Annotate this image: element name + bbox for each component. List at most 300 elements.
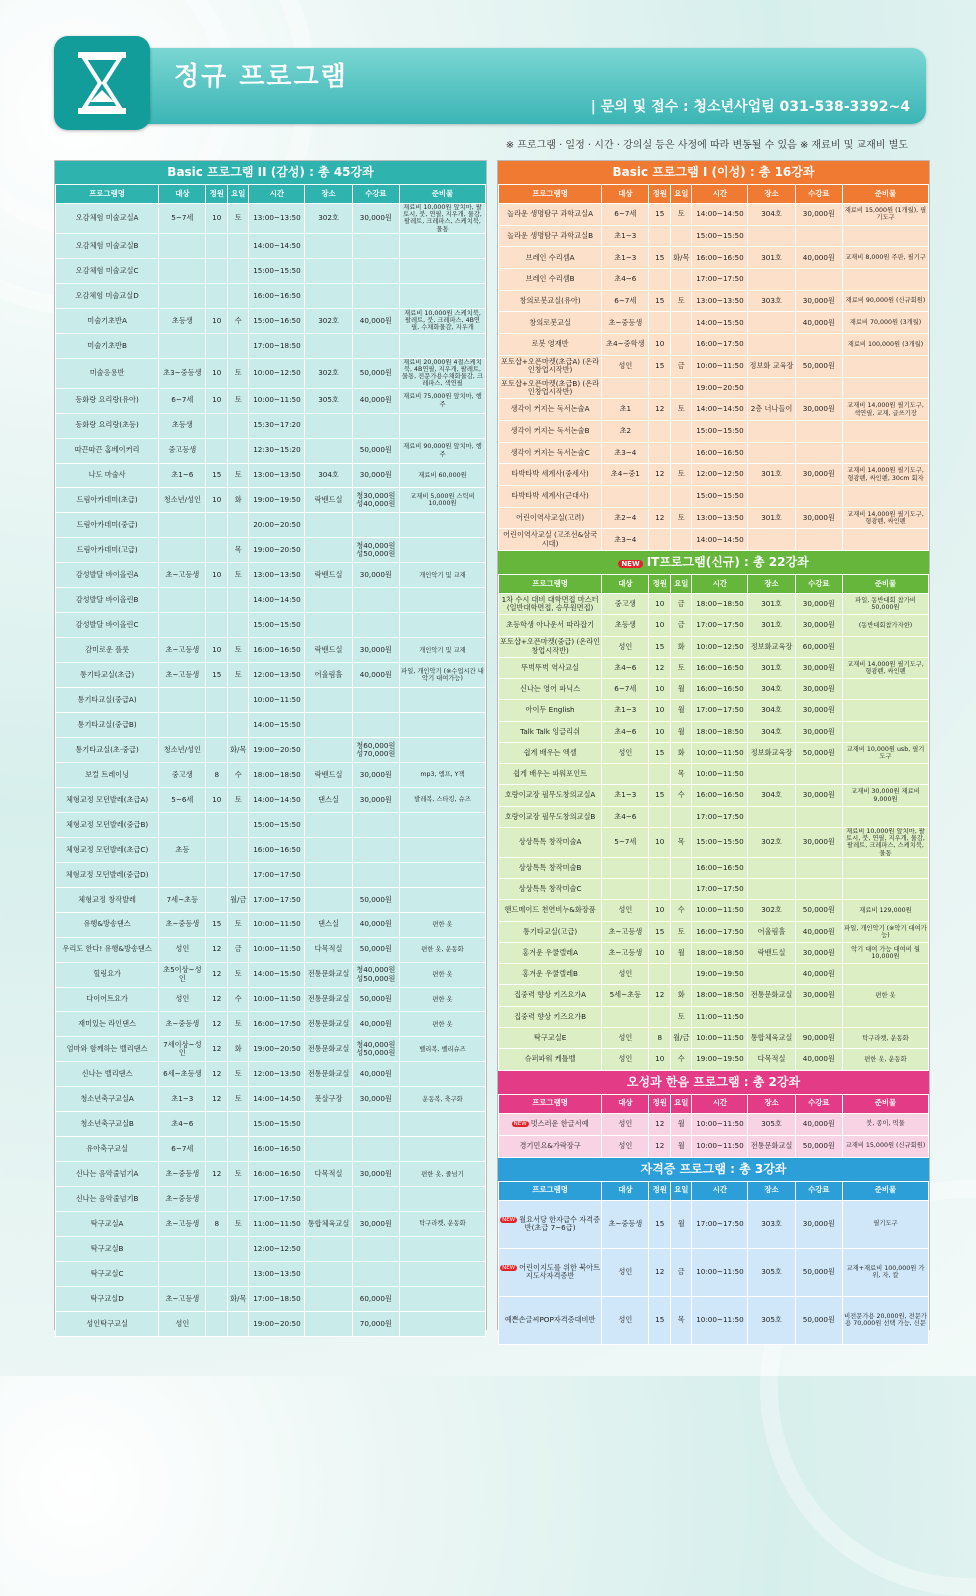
table-cell: 교재비 14,000원 필기도구, 형광펜, 싸인펜, 30cm 회자	[842, 464, 928, 486]
table-cell: 탁구교실C	[56, 1262, 159, 1287]
notice-text: ※ 프로그램 · 일정 · 시간 · 강의실 등은 사정에 따라 변동될 수 있음 ※ 재료비 및 교재비 별도	[505, 140, 908, 151]
table-cell	[399, 1062, 485, 1087]
table-cell	[227, 1311, 249, 1336]
table-cell: 토	[227, 1062, 249, 1087]
table-cell	[206, 333, 228, 358]
table-cell: 초~고등생	[159, 563, 206, 588]
table-cell: 청60,000원 성70,000원	[352, 737, 399, 762]
table-cell	[352, 233, 399, 258]
table-row	[56, 613, 486, 638]
table-cell: 수	[227, 987, 249, 1012]
table-cell: 304호	[748, 721, 795, 742]
table-cell: 성인	[602, 1049, 649, 1070]
table-cell	[649, 225, 671, 247]
table-cell: 30,000원	[352, 638, 399, 663]
table-cell	[842, 636, 928, 657]
table-cell	[352, 333, 399, 358]
table-cell	[352, 862, 399, 887]
table-row	[56, 563, 486, 588]
table-cell: 통기타교실(고급)	[499, 921, 602, 942]
table-row	[499, 1027, 929, 1048]
table-cell: 10	[206, 204, 228, 234]
table-cell: 초등생	[602, 615, 649, 636]
table-cell	[842, 1006, 928, 1027]
table-row	[56, 1286, 486, 1311]
table-cell	[670, 334, 692, 356]
table-cell	[159, 1262, 206, 1287]
table-cell: 12	[649, 1113, 671, 1135]
table-cell: 15	[649, 742, 671, 763]
table-cell	[206, 438, 228, 463]
table-cell: 체형교정 모던발레(초급A)	[56, 787, 159, 812]
table-cell: 초2	[602, 420, 649, 442]
table-cell	[842, 442, 928, 464]
table-cell	[206, 613, 228, 638]
table-cell: 30,000원	[352, 787, 399, 812]
table-cell	[399, 1237, 485, 1262]
table-cell: 50,000원	[352, 438, 399, 463]
table-cell: 5세~초등	[602, 985, 649, 1006]
table-cell: 통기타교실(중급B)	[56, 713, 159, 738]
table-cell: 화	[670, 636, 692, 657]
table-cell	[670, 964, 692, 985]
table-cell	[670, 420, 692, 442]
table-cell: 감성발달 바이올린B	[56, 588, 159, 613]
table-cell: 17:00~17:50	[692, 1200, 748, 1248]
table-cell: 편한 옷	[399, 912, 485, 937]
table-basic1	[498, 184, 929, 551]
table-cell	[206, 233, 228, 258]
table-cell	[748, 764, 795, 785]
table-cell	[305, 538, 352, 563]
column-header: 수강료	[795, 575, 842, 594]
table-cell	[842, 879, 928, 900]
table-cell: 11:00~11:50	[249, 1212, 305, 1237]
table-cell: 편한 옷	[399, 962, 485, 987]
table-cell: 체형교정 모던발레(중급D)	[56, 862, 159, 887]
contact-info: | 문의 및 접수 : 청소년사업팀 031-538-3392~4	[590, 99, 910, 115]
table-cell: 초~고등생	[159, 1212, 206, 1237]
table-cell	[206, 588, 228, 613]
table-cell: 304호	[748, 204, 795, 226]
column-header: 시간	[249, 185, 305, 204]
table-cell: 19:00~20:50	[249, 1311, 305, 1336]
table-cell: 신나는 벨리댄스	[56, 1062, 159, 1087]
table-cell: 재료비 129,000원	[842, 900, 928, 921]
table-row	[499, 764, 929, 785]
table-cell: 10:00~11:50	[249, 912, 305, 937]
table-cell: 16:00~16:50	[692, 442, 748, 464]
table-cell: 성인탁구교실	[56, 1311, 159, 1336]
table-row	[56, 837, 486, 862]
table-cell: 15	[649, 921, 671, 942]
table-cell: 301호	[748, 657, 795, 678]
page-header	[54, 36, 928, 132]
table-cell: 중고생	[602, 594, 649, 615]
table-cell: 30,000원	[795, 679, 842, 700]
table-cell: 30,000원	[795, 1200, 842, 1248]
table-cell: 12	[206, 1062, 228, 1087]
table-cell: 전통문화교실	[305, 1037, 352, 1062]
table-cell: 16:00~16:50	[692, 785, 748, 806]
table-cell: 초~중등생	[159, 1187, 206, 1212]
program-name: 월요서당 한자급수 자격증반(초급 7~6급)	[519, 1214, 601, 1233]
table-cell: 304호	[305, 463, 352, 488]
table-row	[56, 737, 486, 762]
table-cell: 토	[227, 962, 249, 987]
table-cell: 10	[649, 334, 671, 356]
column-header: 대상	[602, 1181, 649, 1200]
table-cell: 초4~중1	[602, 464, 649, 486]
table-cell: 운동복, 축구화	[399, 1087, 485, 1112]
right-panel	[497, 160, 930, 1330]
table-cell: 전통문화교실	[305, 1062, 352, 1087]
table-cell: 16:00~17:50	[249, 1012, 305, 1037]
table-cell	[206, 837, 228, 862]
table-cell: 재료비 10,000원 스케치북, 팔레트, 붓, 크레파스, 4B연필, 수채화물감, 지우개	[399, 308, 485, 333]
table-cell: 발레복, 스타킹, 슈즈	[399, 787, 485, 812]
table-cell: 12	[206, 1162, 228, 1187]
column-header: 정원	[206, 185, 228, 204]
column-header: 수강료	[352, 185, 399, 204]
table-cell: 드림아카데미(중급)	[56, 513, 159, 538]
table-cell	[842, 269, 928, 291]
table-cell: 50,000원	[795, 900, 842, 921]
table-cell	[206, 1187, 228, 1212]
table-cell: 10	[649, 900, 671, 921]
table-cell: 10:00~11:50	[692, 900, 748, 921]
table-cell: 40,000원	[352, 663, 399, 688]
table-cell	[352, 1187, 399, 1212]
table-cell: 다목적실	[305, 937, 352, 962]
column-header: 요일	[670, 1181, 692, 1200]
table-cell: 10	[206, 308, 228, 333]
column-header: 정원	[649, 575, 671, 594]
table-cell: 40,000원	[795, 312, 842, 334]
table-cell: 초~중등생	[159, 1162, 206, 1187]
table-cell: 17:00~17:50	[692, 269, 748, 291]
table-cell	[305, 713, 352, 738]
table-cell: 19:00~20:50	[692, 377, 748, 399]
table-cell: 댄스실	[305, 787, 352, 812]
table-cell: 30,000원	[352, 463, 399, 488]
table-cell: 10	[649, 700, 671, 721]
table-cell: 초1~3	[602, 247, 649, 269]
table-cell: 탁구교실A	[56, 1212, 159, 1237]
table-cell: 다목적실	[748, 1049, 795, 1070]
table-cell: 청30,000원 성40,000원	[352, 488, 399, 513]
table-cell: 월	[670, 1113, 692, 1135]
table-cell: 30,000원	[795, 942, 842, 963]
column-header: 대상	[602, 1094, 649, 1113]
table-cell	[305, 588, 352, 613]
column-header: 준비물	[842, 575, 928, 594]
table-cell: 30,000원	[795, 985, 842, 1006]
table-cell: 토	[227, 204, 249, 234]
table-cell: 개인악기 및 교재	[399, 563, 485, 588]
table-cell: 18:00~18:50	[692, 721, 748, 742]
table-cell: 초1~3	[602, 700, 649, 721]
table-cell	[649, 964, 671, 985]
table-cell: 302호	[748, 827, 795, 857]
table-cell: 5~6세	[159, 787, 206, 812]
table-cell: 교재비 8,000원 주판, 필기구	[842, 247, 928, 269]
table-cell: (동반대회참가자한)	[842, 615, 928, 636]
table-cell	[352, 1237, 399, 1262]
table-cell: 초1~3	[159, 1087, 206, 1112]
table-cell: 15	[649, 785, 671, 806]
table-cell: 중고생	[159, 762, 206, 787]
table-cell: 호랑이교장 필무도창의교실B	[499, 806, 602, 827]
table-cell: 감성발달 바이올린C	[56, 613, 159, 638]
table-cell: 초1~3	[602, 225, 649, 247]
header-icon-box	[54, 36, 150, 130]
table-cell: 12:00~13:50	[249, 1062, 305, 1087]
table-cell: 초4~6	[602, 806, 649, 827]
column-header: 수강료	[795, 185, 842, 204]
table-cell: 토	[670, 657, 692, 678]
table-row	[56, 787, 486, 812]
table-cell: 12:00~12:50	[249, 1237, 305, 1262]
table-row	[499, 377, 929, 399]
section-title-it	[498, 551, 929, 574]
table-cell	[399, 513, 485, 538]
table-cell: 오감체험 미술교실C	[56, 258, 159, 283]
table-cell: 10	[206, 358, 228, 388]
column-header: 준비물	[842, 1181, 928, 1200]
table-cell: 청40,000원 성50,000원	[352, 538, 399, 563]
table-cell: 30,000원	[795, 594, 842, 615]
table-cell: 토	[227, 563, 249, 588]
table-row	[499, 269, 929, 291]
table-cell: 19:00~20:50	[249, 538, 305, 563]
table-cell	[602, 485, 649, 507]
table-cell: 붓, 종이, 먹물	[842, 1113, 928, 1135]
table-cell: 30,000원	[795, 785, 842, 806]
table-cell: 어린이역사교실(고려)	[499, 507, 602, 529]
table-cell: 40,000원	[795, 1113, 842, 1135]
table-row	[499, 942, 929, 963]
table-cell	[795, 857, 842, 878]
table-cell: 교재비 10,000원 usb, 필기도구	[842, 742, 928, 763]
column-header: 준비물	[842, 185, 928, 204]
table-cell	[399, 333, 485, 358]
table-cell	[206, 862, 228, 887]
table-cell: 화/목	[670, 247, 692, 269]
table-cell	[206, 737, 228, 762]
table-cell: 뚜벅뚜벅 역사교실	[499, 657, 602, 678]
table-cell	[748, 312, 795, 334]
table-cell: 신나는 영어 파닉스	[499, 679, 602, 700]
table-cell: 나도 마술사	[56, 463, 159, 488]
table-row	[56, 937, 486, 962]
table-cell: 성인	[602, 355, 649, 377]
table-cell: 토	[670, 290, 692, 312]
table-cell: 50,000원	[795, 355, 842, 377]
table-cell: 미술기초반B	[56, 333, 159, 358]
table-cell: 탁구라켓, 운동화	[842, 1027, 928, 1048]
table-cell	[499, 1113, 602, 1135]
table-cell: 초~고등생	[159, 663, 206, 688]
table-cell: 17:00~17:50	[692, 615, 748, 636]
table-cell: 13:00~13:50	[249, 563, 305, 588]
table-cell	[399, 1187, 485, 1212]
table-cell: 15	[649, 204, 671, 226]
table-cell	[206, 1137, 228, 1162]
table-row	[56, 438, 486, 463]
table-cell: 전통문화교실	[748, 985, 795, 1006]
column-header: 장소	[748, 575, 795, 594]
table-cell	[602, 879, 649, 900]
table-cell: 302호	[305, 358, 352, 388]
table-cell: 15:00~15:50	[249, 1112, 305, 1137]
table-cell: 50,000원	[352, 987, 399, 1012]
table-cell: 초1~3	[602, 785, 649, 806]
table-cell	[842, 964, 928, 985]
table-oseong	[498, 1094, 929, 1158]
table-cell: 16:00~16:50	[692, 857, 748, 878]
table-cell: 10	[206, 638, 228, 663]
table-cell: 수	[670, 785, 692, 806]
table-cell	[795, 225, 842, 247]
table-row	[56, 688, 486, 713]
table-cell: 16:00~16:50	[249, 1137, 305, 1162]
table-cell: 개인악기 및 교재	[399, 638, 485, 663]
table-cell: 창의로봇교실(유아)	[499, 290, 602, 312]
table-cell: 탁구라켓, 운동화	[399, 1212, 485, 1237]
table-cell: 체형교정 모던발레(초급C)	[56, 837, 159, 862]
table-cell: 16:00~16:50	[692, 679, 748, 700]
table-cell: 성인	[602, 964, 649, 985]
table-cell	[227, 1237, 249, 1262]
column-header: 대상	[159, 185, 206, 204]
new-badge: NEW	[502, 1264, 516, 1271]
table-cell: 월	[670, 679, 692, 700]
table-cell	[159, 233, 206, 258]
table-cell: 305호	[748, 1113, 795, 1135]
table-cell	[305, 233, 352, 258]
table-it	[498, 574, 929, 1071]
table-cell: 12	[649, 507, 671, 529]
table-cell	[649, 529, 671, 551]
table-row	[56, 1087, 486, 1112]
table-cell: 17:00~18:50	[249, 1286, 305, 1311]
table-cell	[399, 812, 485, 837]
table-cell: 성인	[602, 1296, 649, 1344]
left-panel	[54, 160, 487, 1330]
table-cell	[602, 857, 649, 878]
table-cell: 303호	[748, 1200, 795, 1248]
table-cell: 우리도 한다! 유행&방송댄스	[56, 937, 159, 962]
table-cell: 40,000원	[352, 912, 399, 937]
table-header-row	[499, 1181, 929, 1200]
table-cell: 10:00~11:50	[692, 1113, 748, 1135]
table-cell: 40,000원	[352, 1062, 399, 1087]
table-cell: 19:00~19:50	[692, 964, 748, 985]
table-cell: 신나는 음악줄넘기A	[56, 1162, 159, 1187]
table-cell: 305호	[305, 388, 352, 413]
table-cell: 상상톡톡 창작미술B	[499, 857, 602, 878]
table-cell: 30,000원	[352, 1087, 399, 1112]
table-cell: 5~7세	[602, 827, 649, 857]
section-title-oseong: 오성과 한음 프로그램 : 총 2강좌	[498, 1071, 929, 1094]
column-header: 장소	[748, 1181, 795, 1200]
table-cell: 호랑이교장 필무도창의교실A	[499, 785, 602, 806]
table-cell: 경기민요&가락장구	[499, 1135, 602, 1157]
table-cell: 8	[206, 762, 228, 787]
table-row	[56, 663, 486, 688]
table-row	[56, 638, 486, 663]
table-row	[499, 485, 929, 507]
table-row	[499, 857, 929, 878]
table-cell	[795, 764, 842, 785]
table-cell	[842, 721, 928, 742]
table-cell	[748, 269, 795, 291]
table-basic2	[55, 184, 486, 1337]
table-cell	[206, 258, 228, 283]
table-cell: 30,000원	[795, 204, 842, 226]
table-cell: 10:00~11:50	[692, 1135, 748, 1157]
table-cell: 8	[649, 1027, 671, 1048]
table-cell: 토	[670, 921, 692, 942]
table-cell: 10:00~11:50	[249, 937, 305, 962]
table-cell: 18:00~18:50	[249, 762, 305, 787]
table-cell: 10:00~11:50	[692, 1027, 748, 1048]
table-row	[499, 507, 929, 529]
table-cell	[649, 879, 671, 900]
table-cell: 목	[670, 1296, 692, 1344]
table-cell: 창의로봇교실	[499, 312, 602, 334]
table-cell	[352, 258, 399, 283]
table-cell	[795, 806, 842, 827]
table-cell: 60,000원	[352, 1286, 399, 1311]
table-cell: 토	[670, 464, 692, 486]
table-cell: 10:00~11:50	[692, 742, 748, 763]
table-row	[499, 312, 929, 334]
table-cell: 토	[227, 1087, 249, 1112]
table-cell: 재료비 100,000원 (3개월)	[842, 334, 928, 356]
table-cell: 30,000원	[795, 399, 842, 421]
table-row	[499, 204, 929, 226]
table-cell: 파일, 동반대회 참가비 50,000원	[842, 594, 928, 615]
column-header: 정원	[649, 1181, 671, 1200]
table-row	[56, 1012, 486, 1037]
table-row	[56, 1037, 486, 1062]
table-cell	[305, 513, 352, 538]
table-cell	[842, 377, 928, 399]
table-cell: 15	[649, 355, 671, 377]
table-cell	[227, 812, 249, 837]
table-cell	[227, 233, 249, 258]
table-cell: 토	[227, 358, 249, 388]
table-cell: 14:00~15:50	[249, 962, 305, 987]
table-cell	[748, 420, 795, 442]
table-cell	[352, 413, 399, 438]
table-cell	[227, 837, 249, 862]
table-cell	[352, 588, 399, 613]
table-cell: 성인	[159, 937, 206, 962]
table-cell: 초4~6	[602, 657, 649, 678]
table-cell: 15:30~17:20	[249, 413, 305, 438]
table-cell: 40,000원	[352, 308, 399, 333]
table-cell: 초~중등생	[159, 1012, 206, 1037]
table-cell: 40,000원	[795, 964, 842, 985]
table-cell	[795, 269, 842, 291]
table-cell: 19:00~19:50	[692, 1049, 748, 1070]
table-row	[56, 388, 486, 413]
table-cell	[399, 283, 485, 308]
table-cell: 301호	[748, 464, 795, 486]
